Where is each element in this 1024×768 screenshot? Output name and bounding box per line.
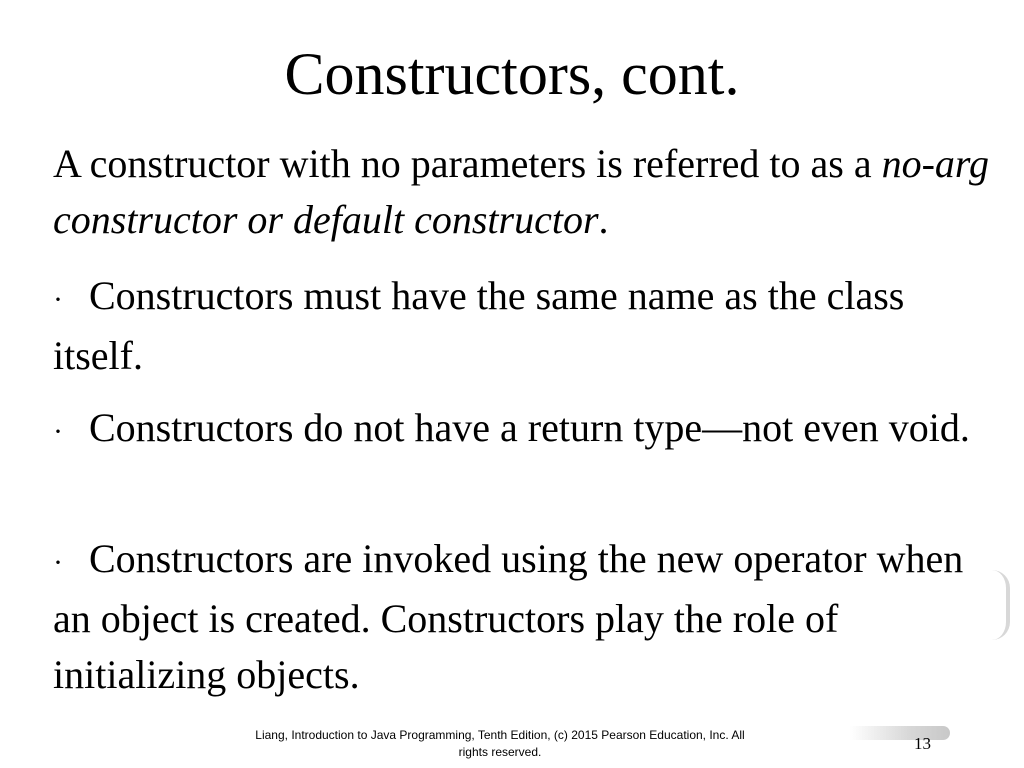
intro-italic-term: no-arg constructor or default constructor	[53, 141, 989, 242]
intro-paragraph	[53, 136, 1003, 248]
copyright-footer	[205, 727, 795, 761]
decorative-footer-bar	[850, 726, 950, 740]
slide-title: Constructors, cont.	[284, 41, 740, 107]
bullet-text: Constructors are invoked using the new operator when an object is created. Constructors play the role of initializing objects.	[53, 536, 964, 697]
intro-text: A constructor with no parameters is referred to as a	[53, 141, 882, 186]
copyright-line-2: rights reserved.	[458, 745, 542, 759]
bullet-dot: ·	[53, 415, 63, 448]
bullet-text: Constructors must have the same name as the class itself.	[53, 273, 905, 378]
bullet-item	[53, 268, 1003, 384]
bullet-text: Constructors do not have a return type—not even void.	[89, 405, 970, 450]
copyright-line-1: Liang, Introduction to Java Programming, Tenth Edition, (c) 2015 Pearson Education, Inc. All	[255, 728, 745, 742]
bullet-item	[53, 400, 1003, 460]
intro-period: .	[598, 197, 609, 242]
bullet-dot: ·	[53, 283, 63, 316]
decorative-arc	[992, 570, 1010, 640]
bullet-dot: ·	[53, 546, 63, 579]
page-number: 13	[914, 734, 931, 753]
bullet-item	[53, 531, 1003, 703]
